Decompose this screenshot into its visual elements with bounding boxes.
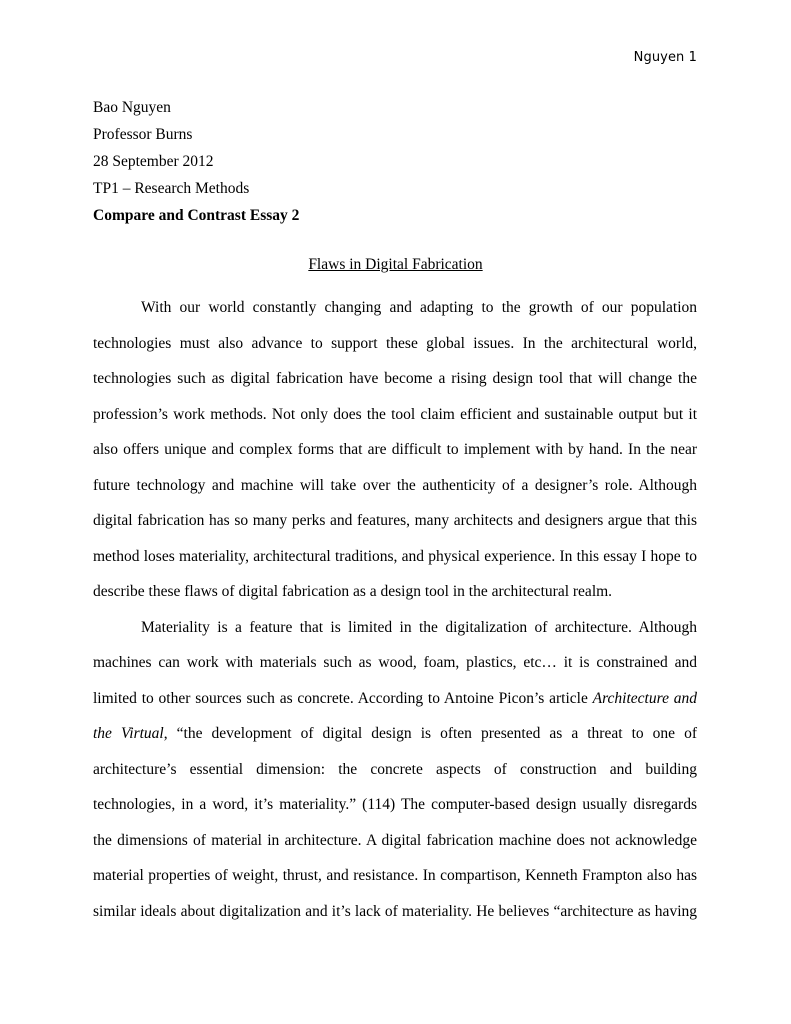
- body-line: architecture’s essential dimension: the concrete aspects of construction and building: [93, 761, 697, 778]
- date-line: 28 September 2012: [93, 153, 214, 170]
- body-line: technologies must also advance to support these global issues. In the architectural world,: [93, 335, 697, 352]
- instructor-name: Professor Burns: [93, 126, 193, 143]
- body-line: technologies, in a word, it’s materiality.” (114) The computer-based design usually disregards: [93, 796, 697, 813]
- running-header: Nguyen 1: [633, 50, 697, 65]
- assignment-line: Compare and Contrast Essay 2: [93, 207, 300, 224]
- author-name: Bao Nguyen: [93, 99, 171, 116]
- body-text: limited to other sources such as concrete. According to Antoine Picon’s article: [93, 690, 593, 707]
- body-line: With our world constantly changing and adapting to the growth of our population: [141, 299, 697, 316]
- article-title-italic: Architecture and: [592, 690, 697, 707]
- essay-title: Flaws in Digital Fabrication: [308, 256, 483, 273]
- course-line: TP1 – Research Methods: [93, 180, 250, 197]
- body-line: digital fabrication has so many perks and features, many architects and designers argue that this: [93, 512, 697, 529]
- body-line: profession’s work methods. Not only does the tool claim efficient and sustainable output but it: [93, 406, 697, 423]
- body-line: [93, 689, 697, 709]
- body-line: material properties of weight, thrust, and resistance. In compartison, Kenneth Frampton also has: [93, 867, 697, 884]
- body-line: similar ideals about digitalization and it’s lack of materiality. He believes “architecture as having: [93, 903, 697, 920]
- article-title-italic: the Virtual: [93, 725, 164, 742]
- body-line: describe these flaws of digital fabrication as a design tool in the architectural realm.: [93, 583, 613, 600]
- mla-heading: [93, 94, 299, 229]
- body-line: machines can work with materials such as wood, foam, plastics, etc… it is constrained and: [93, 654, 697, 671]
- body-line: [93, 724, 697, 744]
- body-line: the dimensions of material in architecture. A digital fabrication machine does not acknowledge: [93, 832, 697, 849]
- body-line: Materiality is a feature that is limited in the digitalization of architecture. Although: [141, 619, 697, 636]
- body-line: method loses materiality, architectural traditions, and physical experience. In this essay I hope to: [93, 548, 697, 565]
- body-text: , “the development of digital design is often presented as a threat to one of: [163, 725, 697, 742]
- body-line: technologies such as digital fabrication have become a rising design tool that will change the: [93, 370, 697, 387]
- body-line: future technology and machine will take over the authenticity of a designer’s role. Although: [93, 477, 697, 494]
- body-line: also offers unique and complex forms that are difficult to implement with by hand. In the near: [93, 441, 697, 458]
